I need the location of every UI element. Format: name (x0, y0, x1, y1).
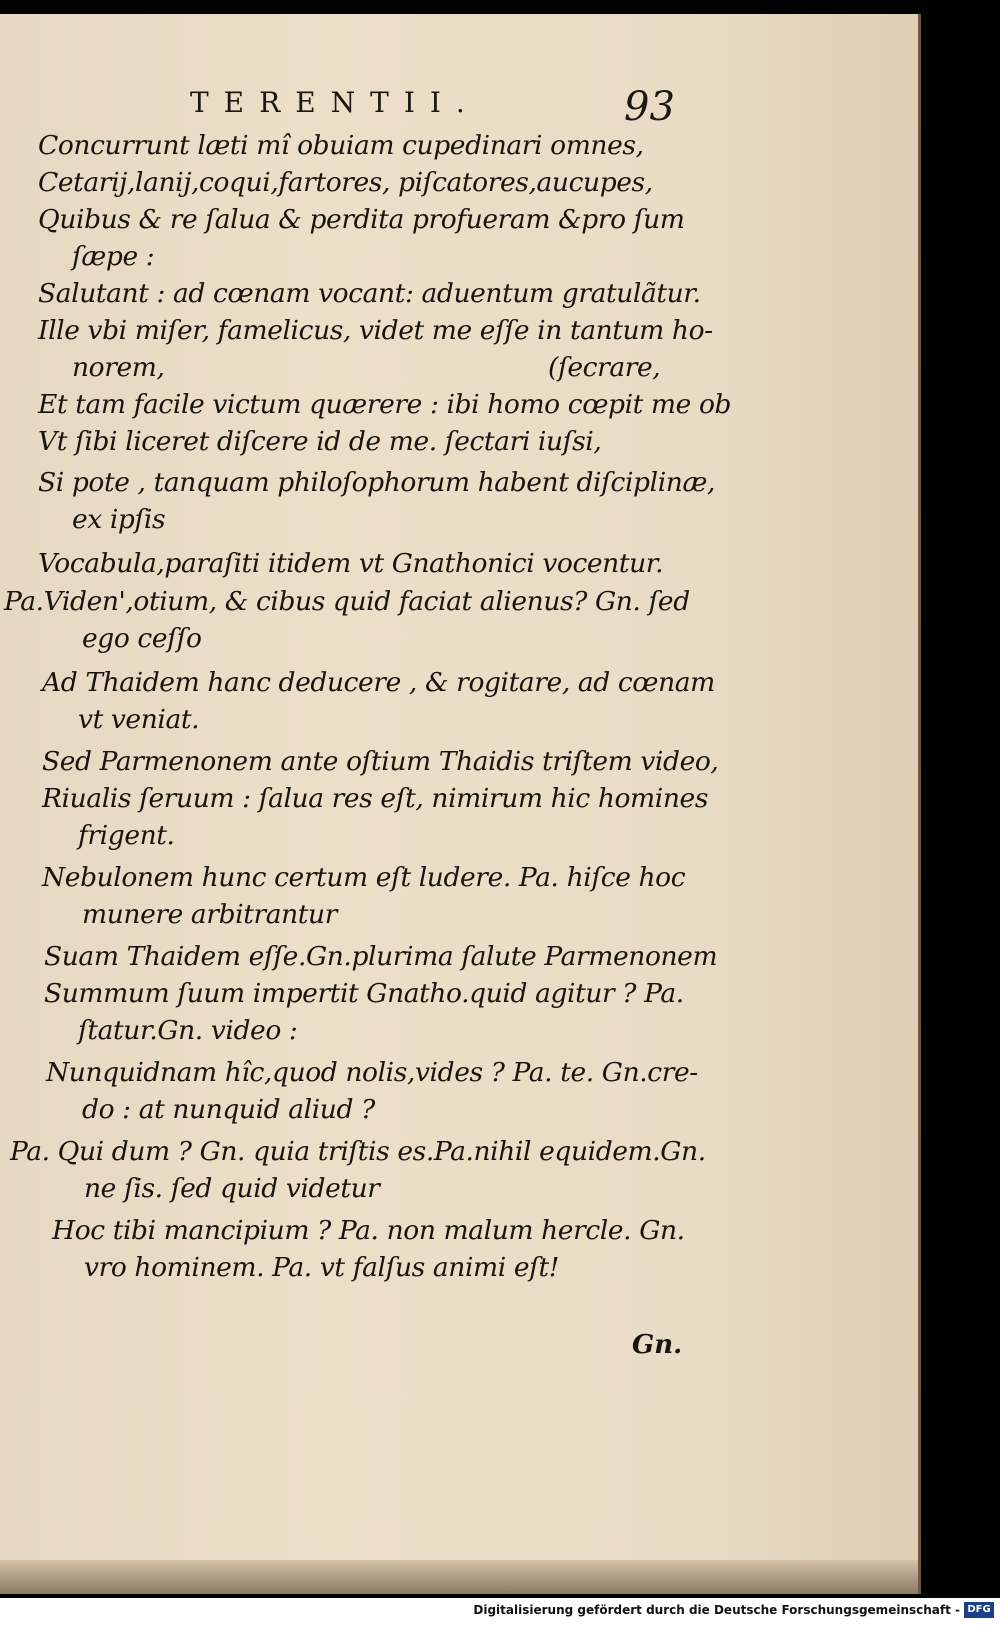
running-head: TERENTII. (190, 86, 480, 119)
dfg-logo: DFG (964, 1602, 994, 1618)
text-line: vro hominem. Pa. vt falſus animi eſt! (84, 1252, 560, 1283)
text-line: munere arbitrantur (82, 899, 337, 930)
text-line: Concurrunt læti mî obuiam cupedinari omnes, (38, 130, 644, 161)
text-line: ſæpe : (72, 241, 155, 272)
text-line: Cetarij,lanij,coqui,fartores, piſcatores,aucupes, (38, 167, 653, 198)
text-line: norem, (72, 352, 165, 383)
text-line: ex ipſis (72, 504, 166, 535)
text-line: Vocabula,paraſiti itidem vt Gnathonici vocentur. (38, 548, 664, 579)
text-line: Et tam facile victum quærere : ibi homo cœpit me ob (38, 389, 732, 420)
text-line: Ad Thaidem hanc deducere , & rogitare, ad cœnam (42, 667, 715, 698)
text-line: Summum ſuum impertit Gnatho.quid agitur ? Pa. (44, 978, 684, 1009)
text-line: Si pote , tanquam philoſophorum habent diſciplinæ, (38, 467, 715, 498)
text-line: Nunquidnam hîc,quod nolis,vides ? Pa. te. Gn.cre- (46, 1057, 698, 1088)
text-line: ne ſis. ſed quid videtur (84, 1173, 380, 1204)
text-line: Pa. Qui dum ? Gn. quia triſtis es.Pa.nihil equidem.Gn. (10, 1136, 706, 1167)
text-line: Riualis ſeruum : ſalua res eſt, nimirum hic homines (42, 783, 709, 814)
text-line: Ille vbi miſer, famelicus, videt me eſſe in tantum ho- (38, 315, 713, 346)
text-line: Sed Parmenonem ante oſtium Thaidis triſtem video, (42, 746, 719, 777)
funding-credit: Digitalisierung gefördert durch die Deutsche Forschungsgemeinschaft - (473, 1603, 960, 1617)
text-line: Quibus & re ſalua & perdita profueram &pro ſum (38, 204, 685, 235)
page-header (0, 62, 918, 130)
text-line: vt veniat. (78, 704, 200, 735)
footer-bar (0, 1598, 1000, 1625)
text-line: Pa.Viden',otium, & cibus quid faciat alienus? Gn. ſed (4, 586, 690, 617)
text-line: Suam Thaidem eſſe.Gn.plurima ſalute Parmenonem (44, 941, 718, 972)
text-line: do : at nunquid aliud ? (82, 1094, 375, 1125)
text-line: ſtatur.Gn. video : (78, 1015, 298, 1046)
text-line: Nebulonem hunc certum eſt ludere. Pa. hiſce hoc (42, 862, 686, 893)
catchword: Gn. (632, 1330, 683, 1360)
text-line: Salutant : ad cœnam vocant: aduentum gratulãtur. (38, 278, 701, 309)
page-number: 93 (624, 84, 675, 130)
text-line: ego ceſſo (82, 623, 202, 654)
text-line: Hoc tibi mancipium ? Pa. non malum hercle. Gn. (52, 1215, 685, 1246)
text-line: (ſecrare, (548, 352, 661, 383)
page-edge (0, 1560, 918, 1594)
text-line: Vt ſibi liceret diſcere id de me. ſectari iuſsi, (38, 426, 602, 457)
text-line: frigent. (78, 820, 175, 851)
